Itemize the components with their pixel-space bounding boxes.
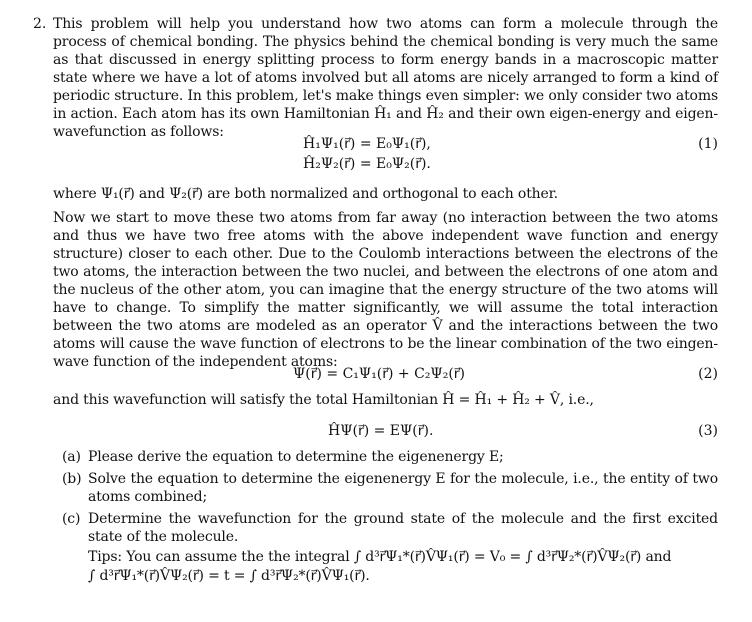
equation-1-line-2: Ĥ₂Ψ₂(r⃗) = E₀Ψ₂(r⃗). [303,156,431,172]
part-b [62,470,718,506]
part-c [62,510,718,546]
part-a-label: (a) [62,449,81,465]
part-a-text: Please derive the equation to determine the eigenenergy E; [88,449,504,465]
part-c-label: (c) [62,511,81,527]
equation-2: Ψ(r⃗) = C₁Ψ₁(r⃗) + C₂Ψ₂(r⃗) [293,366,466,382]
hamiltonian-statement: and this wavefunction will satisfy the total Hamiltonian Ĥ = Ĥ₁ + Ĥ₂ + V̂, i.e., [53,392,594,408]
tips-line-2: ∫ d³r⃗Ψ₁*(r⃗)V̂Ψ₂(r⃗) = t = ∫ d³r⃗Ψ₂*(r⃗)V̂Ψ₁(r⃗). [88,568,370,584]
equation-3-number: (3) [698,423,718,439]
interaction-paragraph: Now we start to move these two atoms from far away (no interaction between the two atoms and thus we have two free atoms with the above independent wave function and energy structure) closer to each other. Due to the Coulomb interactions between the electrons of the two atoms, the interaction between the two nuclei, and between the electrons of one atom and the nucleus of the other atom, you can imagine that the energy structure of the two atoms will have to change. To simplify the matter significantly, we will assume the total interaction between the two atoms are modeled as an operator V̂ and the interactions between the two atoms will cause the wave function of electrons to be the linear combination of the two eingen-wave function of the independent atoms: [53,210,718,370]
equation-2-number: (2) [698,366,718,382]
part-a [62,448,718,466]
equation-1-number: (1) [698,136,718,152]
equation-1-line-1: Ĥ₁Ψ₁(r⃗) = E₀Ψ₁(r⃗), [303,136,431,152]
intro-paragraph: This problem will help you understand how two atoms can form a molecule through the process of chemical bonding. The physics behind the chemical bonding is very much the same as that discussed in energy splitting process to form energy bands in a macroscopic matter state where we have a lot of atoms involved but all atoms are nicely arranged to form a kind of periodic structure. In this problem, let's make things even simpler: we only consider two atoms in action. Each atom has its own Hamiltonian Ĥ₁ and Ĥ₂ and their own eigen-energy and eigen-wavefunction as follows: [53,16,718,140]
equation-3: ĤΨ(r⃗) = EΨ(r⃗). [328,423,434,439]
part-b-text: Solve the equation to determine the eigenenergy E for the molecule, i.e., the entity of two atoms combined; [88,471,718,505]
problem-number: 2. [33,16,47,32]
part-c-text: Determine the wavefunction for the ground state of the molecule and the first excited state of the molecule. [88,511,718,545]
orthogonality-note: where Ψ₁(r⃗) and Ψ₂(r⃗) are both normalized and orthogonal to each other. [53,186,558,202]
part-b-label: (b) [62,471,82,487]
tips-line-1: Tips: You can assume the the integral ∫ d³r⃗Ψ₁*(r⃗)V̂Ψ₁(r⃗) = V₀ = ∫ d³r⃗Ψ₂*(r⃗)V̂Ψ₂(r⃗) and [88,549,672,565]
